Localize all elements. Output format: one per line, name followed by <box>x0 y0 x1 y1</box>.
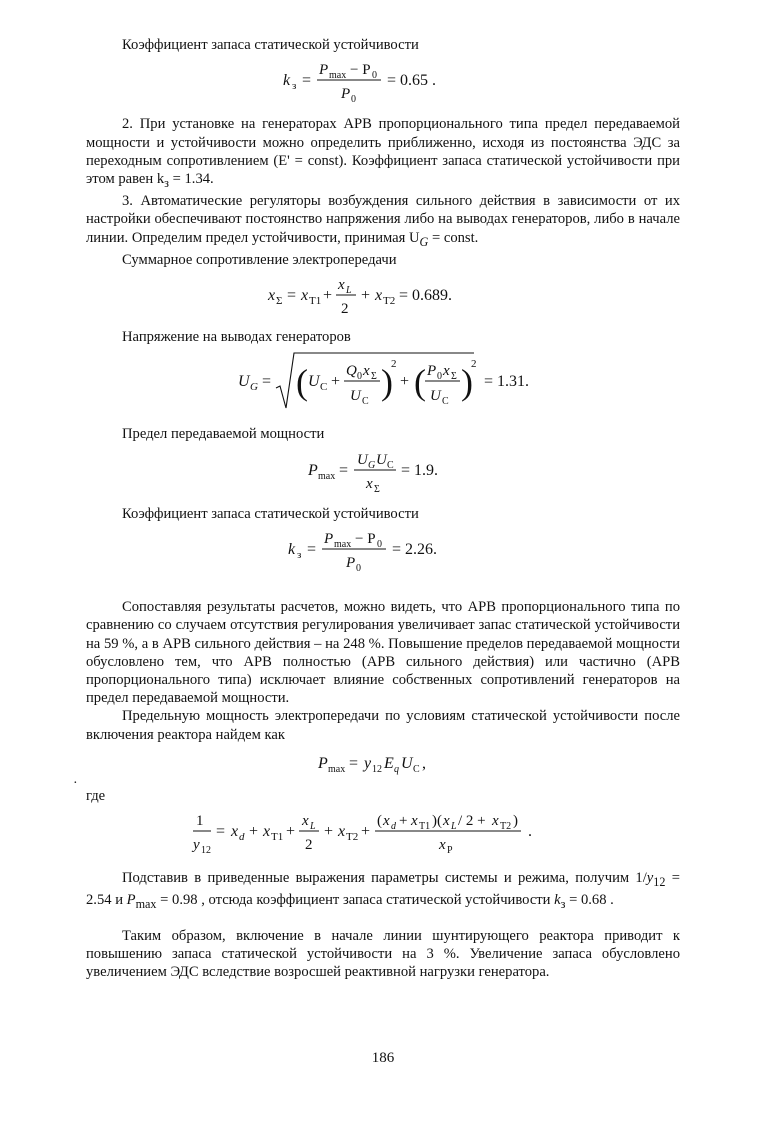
svg-text:max: max <box>334 539 352 551</box>
svg-text:x: x <box>492 813 499 830</box>
svg-text:Σ: Σ <box>276 294 283 307</box>
paragraph-substitution: Подставив в приведенные выражения параметры системы и режима, получим $1/y_{12} = 2.54$ и $P_{max} = 0.98$ , отсюда коэффициент запаса статической устойчивости $k_з = 0.68$ . <box>86 869 680 911</box>
svg-text:x: x <box>268 286 276 304</box>
svg-text:(: ( <box>377 813 382 830</box>
svg-text:з: з <box>292 80 297 93</box>
svg-text:q: q <box>394 763 399 775</box>
paragraph-ks-title-2: Коэффициент запаса статической устойчивости <box>122 505 419 522</box>
svg-text:x: x <box>231 823 239 841</box>
svg-text:T2: T2 <box>383 294 396 307</box>
svg-text:P: P <box>324 531 334 548</box>
svg-text:P: P <box>447 845 453 857</box>
svg-text:0: 0 <box>356 563 361 575</box>
svg-text:T2: T2 <box>500 821 512 833</box>
svg-text:P: P <box>341 86 351 103</box>
svg-text:G: G <box>250 381 258 394</box>
svg-text:max: max <box>328 763 346 775</box>
svg-text:0: 0 <box>351 94 356 106</box>
svg-text:=: = <box>216 823 226 841</box>
svg-text:=: = <box>302 72 312 90</box>
svg-text:x: x <box>301 286 309 304</box>
svg-text:0: 0 <box>437 371 442 383</box>
svg-text:)(: )( <box>432 813 442 830</box>
svg-text:+: + <box>400 373 410 391</box>
svg-text:2: 2 <box>305 837 313 854</box>
svg-text:U: U <box>430 388 441 405</box>
paragraph-ks-title-1: Коэффициент запаса статической устойчивости <box>122 37 419 53</box>
svg-text:,: , <box>422 754 426 772</box>
svg-text:1: 1 <box>196 813 204 830</box>
page-number: 186 <box>371 1050 395 1066</box>
svg-text:x: x <box>366 475 373 492</box>
svg-text:.: . <box>528 823 532 841</box>
paragraph-ug-title: Напряжение на выводах генераторов <box>122 329 351 346</box>
svg-text:U: U <box>350 388 361 405</box>
svg-text:T1: T1 <box>309 294 322 307</box>
svg-text:x: x <box>439 837 446 854</box>
svg-text:P: P <box>318 754 328 772</box>
svg-text:x: x <box>375 286 383 304</box>
svg-text:E: E <box>384 754 394 772</box>
paragraph-final: Таким образом, включение в начале линии шунтирующего реактора приводит к повышению запаса статической устойчивости на 3 %. Увеличение запаса обусловлено увеличением ЭДС вследствие возросшей реактивной нагрузки генератора. <box>86 927 680 981</box>
svg-text:U: U <box>376 451 387 468</box>
paragraph-compare: Сопоставляя результаты расчетов, можно видеть, что АРВ пропорционального типа по сравнению со случаем отсутствия регулирования увеличивает запас статической устойчивости на 59 %, а в АРВ сильного действия – на 248 %. Повышение пределов передаваемой мощности обусловлено тем, что АРВ полностью (АРВ сильного действия) или частично (АРВ пропорционального типа) исключает влияние собственных сопротивлений генераторов на предел передаваемой мощности. <box>86 599 680 707</box>
svg-text:C: C <box>362 396 369 408</box>
svg-text:y: y <box>193 837 200 854</box>
paragraph-arv-proportional: 2. При установке на генераторах АРВ пропорционального типа предел передаваемой мощности и устойчивости можно определить приближенно, исходя из постоянства ЭДС за переходным сопротивлением (E' = const). Коэффициент запаса статической устойчивости при этом равен $k_з = 1.34$. <box>86 116 680 190</box>
svg-text:+: + <box>324 823 334 841</box>
svg-text:U: U <box>308 373 320 391</box>
svg-text:2: 2 <box>471 358 477 371</box>
ks1-value: = 0.65 . <box>387 72 437 90</box>
svg-text:x: x <box>363 363 370 380</box>
svg-text:+: + <box>331 373 341 391</box>
svg-text:max: max <box>318 470 336 482</box>
svg-text:k: k <box>288 541 296 559</box>
svg-text:=: = <box>262 373 272 391</box>
svg-text:U: U <box>357 451 368 468</box>
equation-y12 <box>86 809 680 862</box>
svg-text:0: 0 <box>357 371 362 383</box>
svg-text:G: G <box>368 459 376 471</box>
svg-text:/ 2 +: / 2 + <box>458 813 486 830</box>
svg-text:Σ: Σ <box>451 371 457 383</box>
pmax-value: = 1.9. <box>401 461 439 479</box>
svg-text:T1: T1 <box>419 821 431 833</box>
paragraph-arv-strong: 3. Автоматические регуляторы возбуждения сильного действия в зависимости от их настройки обеспечивают постоянство напряжения либо на выводах генераторов, либо в начале линии. Определим предел устойчивости, принимая $U_G$ = const. <box>86 193 680 249</box>
ug-value: = 1.31. <box>484 373 530 391</box>
page-body <box>86 36 680 981</box>
svg-text:): ) <box>381 362 393 403</box>
equation-ks-2 <box>86 527 680 580</box>
svg-text:− P: − P <box>350 62 371 79</box>
svg-text:k: k <box>283 72 291 90</box>
svg-text:x: x <box>338 276 345 293</box>
svg-text:0: 0 <box>372 70 377 82</box>
paragraph-xsum-title: Суммарное сопротивление электропередачи <box>122 251 397 268</box>
svg-text:− P: − P <box>355 531 376 548</box>
xsum-value: = 0.689. <box>399 286 453 304</box>
svg-text:+: + <box>361 286 371 304</box>
svg-text:T1: T1 <box>271 831 284 844</box>
svg-text:з: з <box>297 549 302 562</box>
paragraph-limit: Предельную мощность электропередачи по условиям статической устойчивости после включения реактора найдем как <box>86 708 680 743</box>
svg-text:+: + <box>286 823 296 841</box>
svg-text:x: x <box>383 813 390 830</box>
svg-text:x: x <box>302 813 309 830</box>
svg-text:(: ( <box>414 362 426 403</box>
svg-text:12: 12 <box>201 845 211 857</box>
svg-text:=: = <box>307 541 317 559</box>
equation-ug <box>86 350 680 421</box>
equation-pmax <box>86 448 680 501</box>
svg-text:max: max <box>329 70 347 82</box>
svg-text:): ) <box>513 813 518 830</box>
svg-text:Σ: Σ <box>371 371 377 383</box>
svg-text:U: U <box>238 373 250 391</box>
svg-text:=: = <box>287 286 297 304</box>
svg-text:C: C <box>413 763 420 775</box>
svg-text:x: x <box>443 363 450 380</box>
svg-text:+: + <box>399 813 408 830</box>
svg-text:): ) <box>461 362 473 403</box>
svg-text:=: = <box>349 754 359 772</box>
svg-text:P: P <box>319 62 329 79</box>
svg-text:d: d <box>391 821 396 833</box>
svg-text:2: 2 <box>391 358 397 371</box>
equation-xsum <box>86 273 680 324</box>
equation-ks-1 <box>86 58 680 111</box>
svg-text:x: x <box>443 813 450 830</box>
svg-text:12: 12 <box>372 763 382 775</box>
paragraph-where: где <box>86 788 106 805</box>
svg-text:L: L <box>310 821 316 833</box>
paragraph-pmax-title: Предел передаваемой мощности <box>122 426 325 443</box>
svg-text:U: U <box>401 754 413 772</box>
ks2-value: = 2.26. <box>392 541 438 559</box>
svg-text:C: C <box>442 396 449 408</box>
svg-text:+: + <box>323 286 333 304</box>
svg-text:L: L <box>346 284 352 296</box>
svg-text:x: x <box>338 823 346 841</box>
svg-text:P: P <box>308 461 318 479</box>
stray-mark: · <box>73 776 78 791</box>
svg-text:+: + <box>249 823 259 841</box>
svg-text:y: y <box>364 754 372 772</box>
svg-text:L: L <box>451 821 457 833</box>
svg-text:(: ( <box>296 362 308 403</box>
svg-text:0: 0 <box>377 539 382 551</box>
svg-text:Q: Q <box>346 363 357 380</box>
svg-text:T2: T2 <box>346 831 359 844</box>
svg-text:C: C <box>320 381 328 394</box>
svg-text:=: = <box>339 461 349 479</box>
equation-pmax-reactor <box>86 748 680 783</box>
svg-text:x: x <box>411 813 418 830</box>
svg-text:2: 2 <box>341 300 349 317</box>
svg-text:Σ: Σ <box>374 483 380 495</box>
svg-text:+: + <box>361 823 371 841</box>
svg-text:C: C <box>387 459 394 471</box>
svg-text:P: P <box>427 363 437 380</box>
svg-text:d: d <box>239 831 245 844</box>
svg-text:x: x <box>263 823 271 841</box>
svg-text:P: P <box>346 555 356 572</box>
